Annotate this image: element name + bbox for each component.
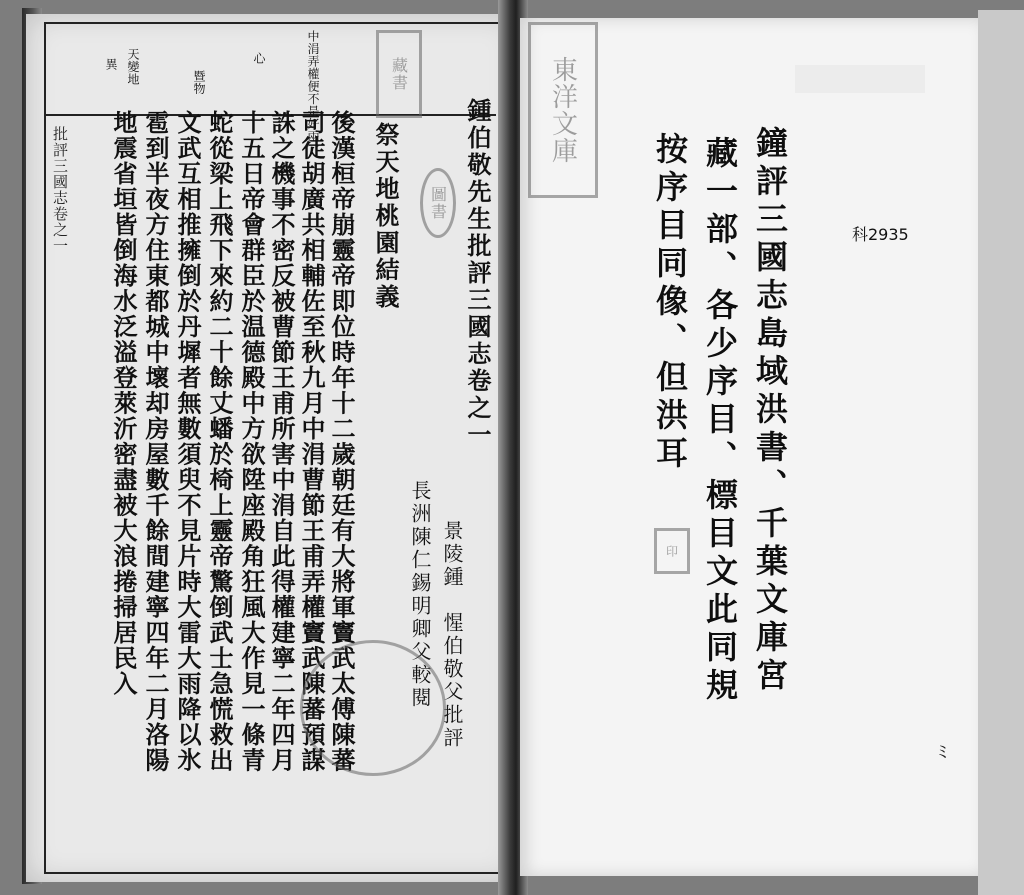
volume-title: 鍾伯敬先生批評三國志卷之一 — [463, 98, 492, 449]
body-column: 誅之機事不密反被曹節王甫所害中涓自此得權建寧二年四月 — [267, 110, 296, 773]
body-column: 十五日帝會群臣於温德殿中方欲陞座殿角狂風大作見一條青 — [237, 110, 266, 773]
library-seal: 藏書 — [376, 30, 422, 118]
right-page-edge — [978, 10, 1024, 895]
body-column: 後漢桓帝崩靈帝即位時年十二歲朝廷有大將軍竇武太傅陳蕃 — [327, 110, 356, 773]
handwritten-note-line: 藏一部、各少序目、標目文此同規 — [701, 136, 739, 706]
margin-label: 批評三國志卷之一 — [51, 126, 69, 254]
flyleaf-label-trace — [795, 65, 925, 93]
small-seal: 印 — [654, 528, 690, 574]
head-note: 中涓弄權便不是好兩 — [306, 30, 320, 143]
byline-editor: 長洲陳仁錫明卿父較閱 — [408, 480, 432, 710]
body-column: 地震省垣皆倒海水泛溢登萊沂密盡被大浪捲掃居民入 — [109, 110, 138, 697]
chapter-title: 祭天地桃園結義 — [371, 122, 400, 311]
pencil-mark: ﾐ — [938, 742, 947, 763]
body-column: 司徒胡廣共相輔佐至秋九月中涓曹節王甫弄權竇武陳蕃預謀 — [297, 110, 326, 773]
shelfmark: 科2935 — [852, 225, 909, 244]
handwritten-note-line: 鐘評三國志島域洪書、千葉文庫宮 — [751, 126, 789, 696]
handwritten-note-line: 按序目同像、但洪耳 — [651, 132, 689, 474]
body-column: 雹到半夜方住東都城中壞却房屋數千餘間建寧四年二月洛陽 — [141, 110, 170, 773]
collector-seal: 圖書 — [420, 168, 456, 238]
head-note: 天變地 — [126, 48, 140, 86]
toyo-bunko-seal: 東洋文庫 — [528, 22, 598, 198]
head-note: 異 — [104, 58, 118, 71]
head-note: 暨物 — [192, 70, 206, 95]
head-note: 心 — [252, 52, 266, 65]
byline-commentator: 景陵鍾 惺伯敬父批評 — [440, 520, 464, 750]
round-seal — [300, 640, 446, 776]
body-column: 文武互相推擁倒於丹墀者無數須臾不見片時大雷大雨降以氷 — [173, 110, 202, 773]
body-column: 蛇從梁上飛下來約二十餘丈蟠於椅上靈帝驚倒武士急慌救出 — [205, 110, 234, 773]
